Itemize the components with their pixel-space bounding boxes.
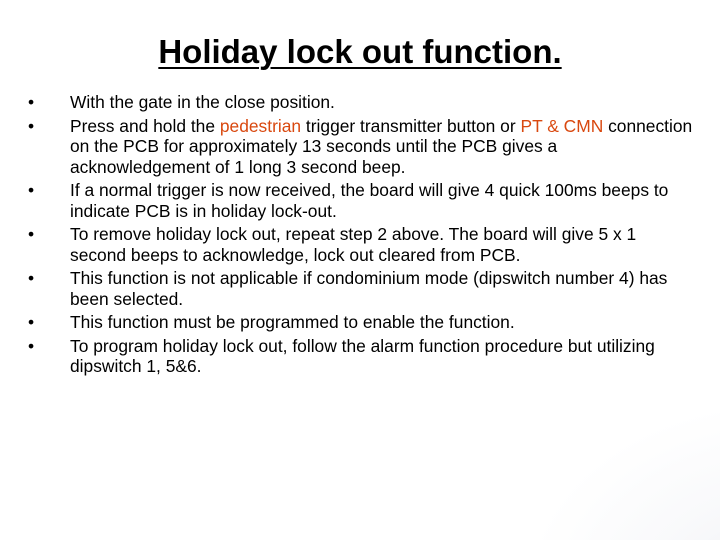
slide-title: Holiday lock out function. bbox=[158, 33, 562, 70]
highlighted-text: pedestrian bbox=[219, 115, 302, 136]
bullet-text: To remove holiday lock out, repeat step 2 above. The board will give 5 x 1 second beeps to acknowledge, lock out cleared from PCB. bbox=[70, 224, 637, 265]
bullet-text: With the gate in the close position. bbox=[70, 92, 335, 112]
bullet-text: To program holiday lock out, follow the alarm function procedure but utilizing dipswitch 1, 5&6. bbox=[70, 335, 655, 376]
bullet-dot: • bbox=[28, 312, 35, 332]
bullet-text: If a normal trigger is now received, the board will give 4 quick 100ms beeps to indicate PCB is in holiday lock-out. bbox=[70, 180, 669, 221]
bullet-dot: • bbox=[28, 115, 35, 136]
bullet-item bbox=[28, 312, 693, 333]
bullet-item bbox=[28, 224, 693, 265]
bullet-item bbox=[28, 92, 693, 113]
bullet-item bbox=[28, 116, 693, 178]
bullet-text: This function must be programmed to enable the function. bbox=[70, 312, 515, 332]
bullet-text: This function is not applicable if condominium mode (dipswitch number 4) has been selected. bbox=[70, 268, 668, 309]
bullet-text: Press and hold the bbox=[70, 115, 220, 136]
bullet-text: connection on the PCB for approximately 13 seconds until the PCB gives a acknowledgement of 1 long 3 second beep. bbox=[70, 115, 693, 177]
highlighted-text: PT & CMN bbox=[520, 115, 604, 136]
bullet-list bbox=[28, 92, 693, 380]
bullet-item bbox=[28, 180, 693, 221]
background-corner-shading bbox=[520, 400, 720, 540]
bullet-dot: • bbox=[28, 224, 35, 244]
bullet-item bbox=[28, 268, 693, 309]
bullet-dot: • bbox=[28, 335, 35, 356]
bullet-item bbox=[28, 336, 693, 377]
bullet-dot: • bbox=[28, 268, 35, 288]
bullet-dot: • bbox=[28, 180, 35, 200]
bullet-text: trigger transmitter button or bbox=[301, 115, 521, 136]
bullet-dot: • bbox=[28, 92, 35, 112]
